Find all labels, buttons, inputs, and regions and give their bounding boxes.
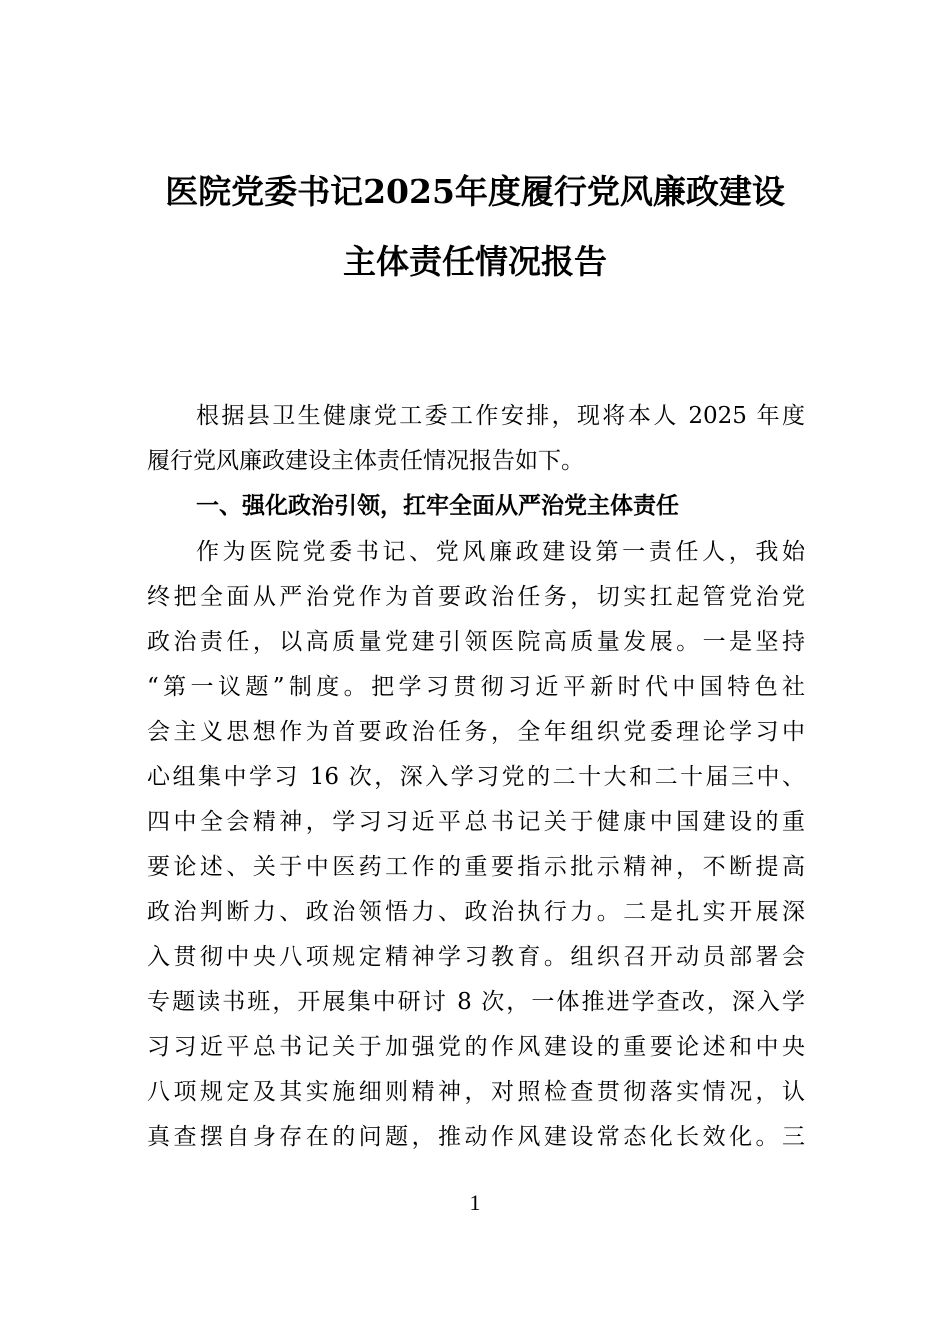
body-line: 习习近平总书记关于加强党的作风建设的重要论述和中央: [147, 1034, 805, 1060]
intro-line-1: 根据县卫生健康党工委工作安排，现将本人 2025 年度: [196, 403, 805, 429]
body-line: 要论述、关于中医药工作的重要指示批示精神，不断提高: [147, 854, 805, 880]
document-title-line-1: 医院党委书记2025年度履行党风廉政建设: [165, 172, 785, 211]
body-line: 专题读书班，开展集中研讨 8 次，一体推进学查改，深入学: [147, 989, 805, 1015]
body-line: 八项规定及其实施细则精神，对照检查贯彻落实情况，认: [147, 1079, 805, 1105]
body-line: 四中全会精神，学习习近平总书记关于健康中国建设的重: [147, 809, 805, 835]
body-line: 政治判断力、政治领悟力、政治执行力。二是扎实开展深: [147, 899, 805, 925]
body-line: 作为医院党委书记、党风廉政建设第一责任人，我始: [196, 539, 805, 565]
body-line: “第一议题”制度。把学习贯彻习近平新时代中国特色社: [147, 674, 805, 700]
body-line: 心组集中学习 16 次，深入学习党的二十大和二十届三中、: [147, 764, 805, 790]
page-number: 1: [469, 1190, 481, 1215]
body-line: 终把全面从严治党作为首要政治任务，切实扛起管党治党: [147, 584, 805, 610]
document-title-line-2: 主体责任情况报告: [343, 242, 607, 281]
intro-line-2: 履行党风廉政建设主体责任情况报告如下。: [147, 448, 584, 474]
body-line: 真查摆自身存在的问题，推动作风建设常态化长效化。三: [147, 1124, 805, 1150]
body-line: 入贯彻中央八项规定精神学习教育。组织召开动员部署会: [147, 944, 805, 970]
section-heading: 一、强化政治引领，扛牢全面从严治党主体责任: [196, 493, 679, 519]
body-line: 政治责任，以高质量党建引领医院高质量发展。一是坚持: [147, 629, 805, 655]
body-line: 会主义思想作为首要政治任务，全年组织党委理论学习中: [147, 719, 805, 745]
